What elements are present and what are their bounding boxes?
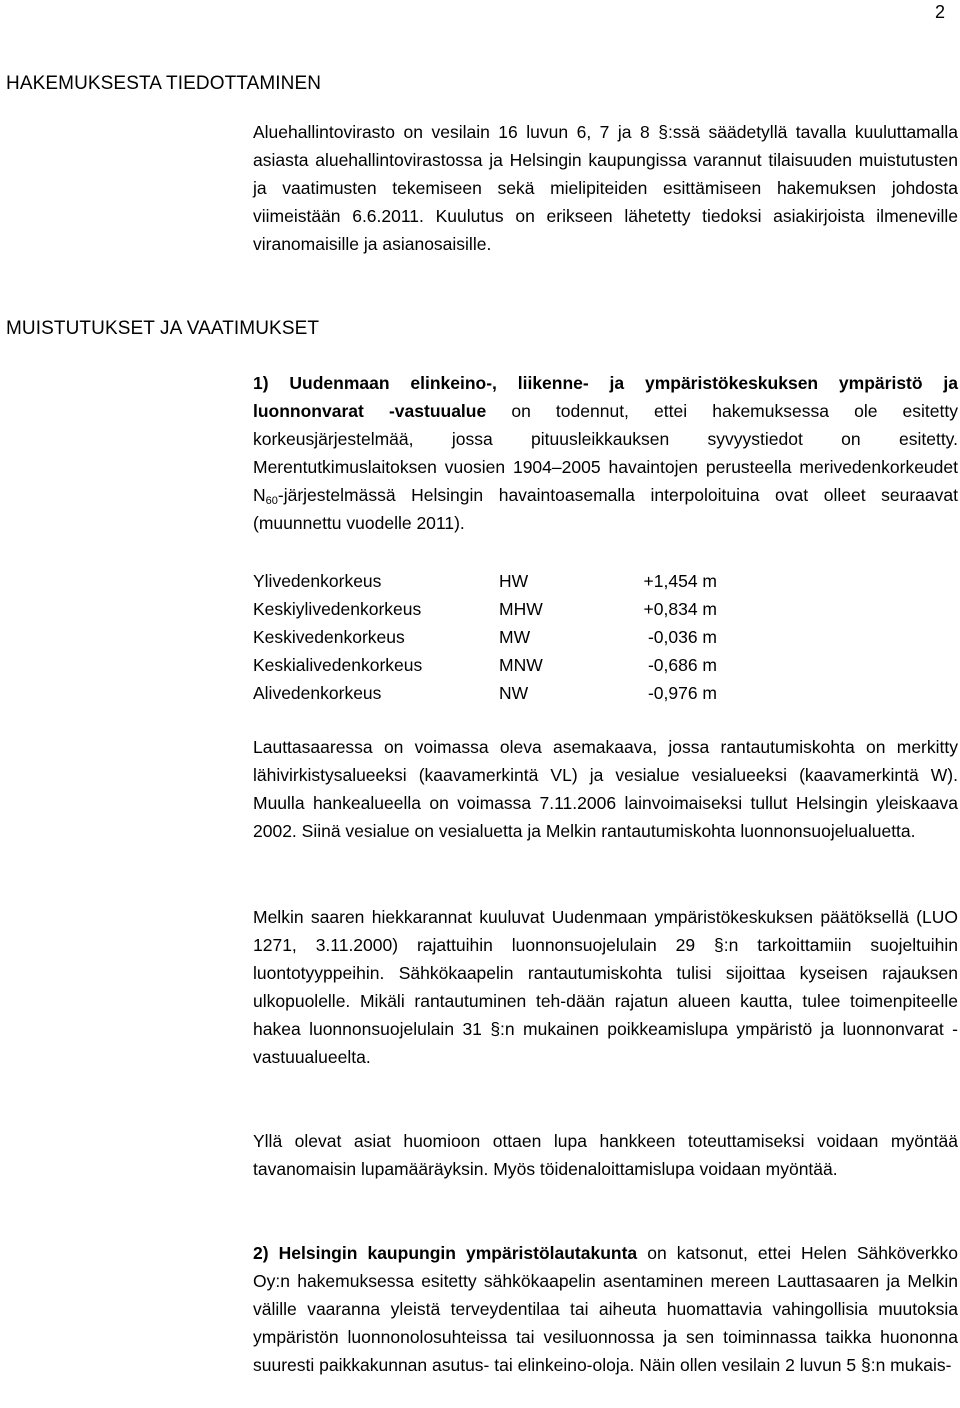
water-level-value: +1,454 m — [643, 571, 717, 591]
water-level-name: Keskialivedenkorkeus — [253, 655, 423, 675]
statement-2-paragraph — [253, 1239, 958, 1379]
statement-1-paragraph — [253, 369, 958, 537]
statement-1-subscript: 60 — [265, 495, 278, 507]
water-level-abbr: MNW — [499, 655, 543, 675]
statement-2-text: on katsonut, ettei Helen Sähköverkko Oy:n hakemuksessa esitetty sähkökaapelin asentaminen mereen Lauttasaaren ja Melkin välille vaaranna yleistä terveydentilaa tai aiheuta huomattavia vahingollisia muutoksia ympäristön luonnonolosuhteissa tai vesiluonnossa ja sen toiminnassa taikka huononna suuresti paikkakunnan asutus- tai elinkeino-oloja. Näin ollen vesilain 2 luvun 5 §:n mukais- — [253, 1243, 958, 1375]
statement-1-text-b: -järjestelmässä Helsingin havaintoasemalla interpoloituina ovat olleet seuraavat (muunnettu vuodelle 2011). — [253, 485, 958, 533]
statement-1-authority: 1) Uudenmaan elinkeino-, liikenne- ja ympäristökeskuksen ympäristö ja luonnonvarat -vastuualue — [253, 373, 958, 421]
water-level-row — [253, 679, 717, 707]
statement-1-text-a: on todennut, ettei hakemuksessa ole esitetty korkeusjärjestelmää, jossa pituusleikkauksen syvyystiedot on esitetty. Merentutkimuslaitoksen vuosien 1904–2005 havaintojen perusteella merivedenkorkeudet N — [253, 401, 958, 505]
water-level-name: Ylivedenkorkeus — [253, 571, 382, 591]
section-heading-hakemuksesta-tiedottaminen: HAKEMUKSESTA TIEDOTTAMINEN — [6, 73, 322, 94]
water-level-value: -0,036 m — [647, 627, 717, 647]
water-level-value: -0,976 m — [647, 683, 717, 703]
water-level-name: Alivedenkorkeus — [253, 683, 382, 703]
page-number: 2 — [934, 2, 945, 22]
water-level-abbr: NW — [499, 683, 529, 703]
water-level-row — [253, 567, 717, 595]
melkki-paragraph: Melkin saaren hiekkarannat kuuluvat Uudenmaan ympäristökeskuksen päätöksellä (LUO 1271, 3.11.2000) rajattuihin luonnonsuojelulain 29 §:n tarkoittamiin suojeltuihin luontotyyppeihin. Sähkökaapelin rantautumiskohta tulisi sijoittaa kyseisen rajauksen ulkopuolelle. Mikäli rantautuminen teh-dään rajatun alueen kautta, tulee toimenpiteelle hakea luonnonsuojelulain 31 §:n mukainen poikkeamislupa ympäristö ja luonnonvarat -vastuualueelta. — [253, 907, 958, 1067]
water-level-name: Keskiylivedenkorkeus — [253, 599, 422, 619]
water-level-row — [253, 595, 717, 623]
lauttasaari-paragraph: Lauttasaaressa on voimassa oleva asemakaava, jossa rantautumiskohta on merkitty lähivirkistysalueeksi (kaavamerkintä VL) ja vesialue vesialueeksi (kaavamerkintä W). Muulla hankealueella on voimassa 7.11.2006 lainvoimaiseksi tullut Helsingin yleiskaava 2002. Siinä vesialue on vesialuetta ja Melkin rantautumiskohta luonnonsuojelualuetta. — [253, 737, 958, 841]
section-heading-muistutukset-ja-vaatimukset: MUISTUTUKSET JA VAATIMUKSET — [6, 318, 320, 339]
water-level-row — [253, 651, 717, 679]
water-level-abbr: HW — [499, 571, 529, 591]
water-level-row — [253, 623, 717, 651]
water-level-value: -0,686 m — [647, 655, 717, 675]
water-level-abbr: MHW — [499, 599, 543, 619]
statement-2-authority: 2) Helsingin kaupungin ympäristölautakunta — [253, 1243, 638, 1263]
water-level-name: Keskivedenkorkeus — [253, 627, 405, 647]
water-level-table — [253, 567, 717, 707]
permit-paragraph: Yllä olevat asiat huomioon ottaen lupa hankkeen toteuttamiseksi voidaan myöntää tavanomaisin lupamääräyksin. Myös töidenaloittamislupa voidaan myöntää. — [253, 1131, 958, 1179]
intro-paragraph: Aluehallintovirasto on vesilain 16 luvun 6, 7 ja 8 §:ssä säädetyllä tavalla kuuluttamalla asiasta aluehallintovirastossa ja Helsingin kaupungissa varannut tilaisuuden muistutusten ja vaatimusten tekemiseen sekä mielipiteiden esittämiseen hakemuksen johdosta viimeistään 6.6.2011. Kuulutus on erikseen lähetetty tiedoksi asiakirjoista ilmeneville viranomaisille ja asianosaisille. — [253, 122, 958, 254]
water-level-abbr: MW — [499, 627, 531, 647]
water-level-value: +0,834 m — [643, 599, 717, 619]
